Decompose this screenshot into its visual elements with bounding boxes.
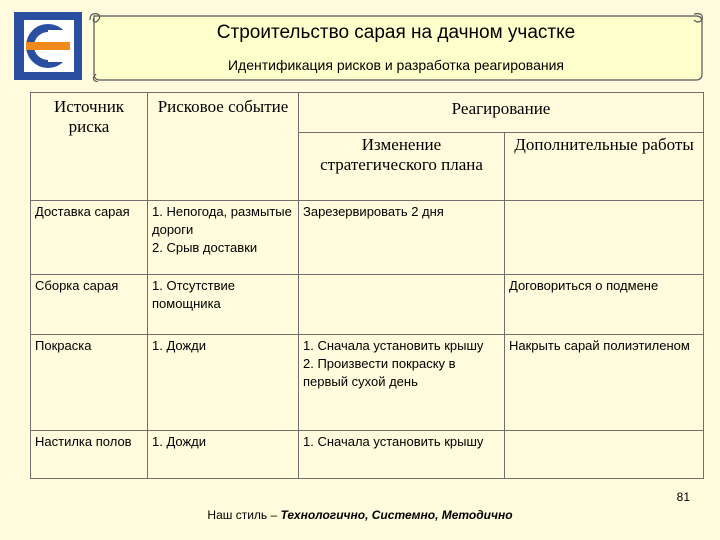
event-item: 2. Срыв доставки bbox=[152, 240, 258, 255]
event-item: 1. Дожди bbox=[152, 434, 207, 449]
cell-plan bbox=[299, 201, 505, 275]
cell-event bbox=[148, 431, 299, 479]
page-subtitle: Идентификация рисков и разработка реагирования bbox=[227, 57, 565, 73]
plan-item: Зарезервировать 2 дня bbox=[303, 204, 444, 219]
footer-slogan bbox=[0, 508, 720, 522]
page-number: 81 bbox=[676, 490, 690, 504]
company-logo-icon bbox=[12, 10, 84, 82]
footer-emphasis: Технологично, Системно, Методично bbox=[280, 508, 513, 522]
risk-table bbox=[30, 92, 704, 479]
footer-prefix: Наш стиль – bbox=[207, 508, 281, 522]
cell-plan bbox=[299, 335, 505, 431]
table-row bbox=[31, 275, 704, 335]
table-row bbox=[31, 201, 704, 275]
header-response: Реагирование bbox=[299, 93, 704, 133]
cell-plan bbox=[299, 275, 505, 335]
table-row bbox=[31, 431, 704, 479]
extra-item: Накрыть сарай полиэтиленом bbox=[509, 338, 690, 353]
page-title: Строительство сарая на дачном участке bbox=[216, 22, 576, 43]
cell-event bbox=[148, 335, 299, 431]
table-row bbox=[31, 335, 704, 431]
cell-plan bbox=[299, 431, 505, 479]
header-risk-event: Рисковое событие bbox=[148, 93, 299, 201]
header-risk-source: Источник риска bbox=[31, 93, 148, 201]
header-extra-work: Дополнительные работы bbox=[505, 133, 704, 201]
cell-event bbox=[148, 275, 299, 335]
cell-source: Сборка сарая bbox=[31, 275, 148, 335]
plan-item: 2. Произвести покраску в первый сухой день bbox=[303, 356, 456, 389]
cell-source: Настилка полов bbox=[31, 431, 148, 479]
plan-item: 1. Сначала установить крышу bbox=[303, 338, 484, 353]
event-item: 1. Непогода, размытые дороги bbox=[152, 204, 292, 237]
cell-extra bbox=[505, 431, 704, 479]
cell-extra bbox=[505, 335, 704, 431]
header-change-plan: Изменение стратегического плана bbox=[299, 133, 505, 201]
cell-source: Доставка сарая bbox=[31, 201, 148, 275]
event-item: 1. Дожди bbox=[152, 338, 207, 353]
plan-item: 1. Сначала установить крышу bbox=[303, 434, 484, 449]
cell-source: Покраска bbox=[31, 335, 148, 431]
cell-extra bbox=[505, 275, 704, 335]
cell-extra bbox=[505, 201, 704, 275]
title-banner bbox=[86, 10, 706, 82]
extra-item: Договориться о подмене bbox=[509, 278, 659, 293]
event-item: 1. Отсутствие помощника bbox=[152, 278, 236, 311]
cell-event bbox=[148, 201, 299, 275]
